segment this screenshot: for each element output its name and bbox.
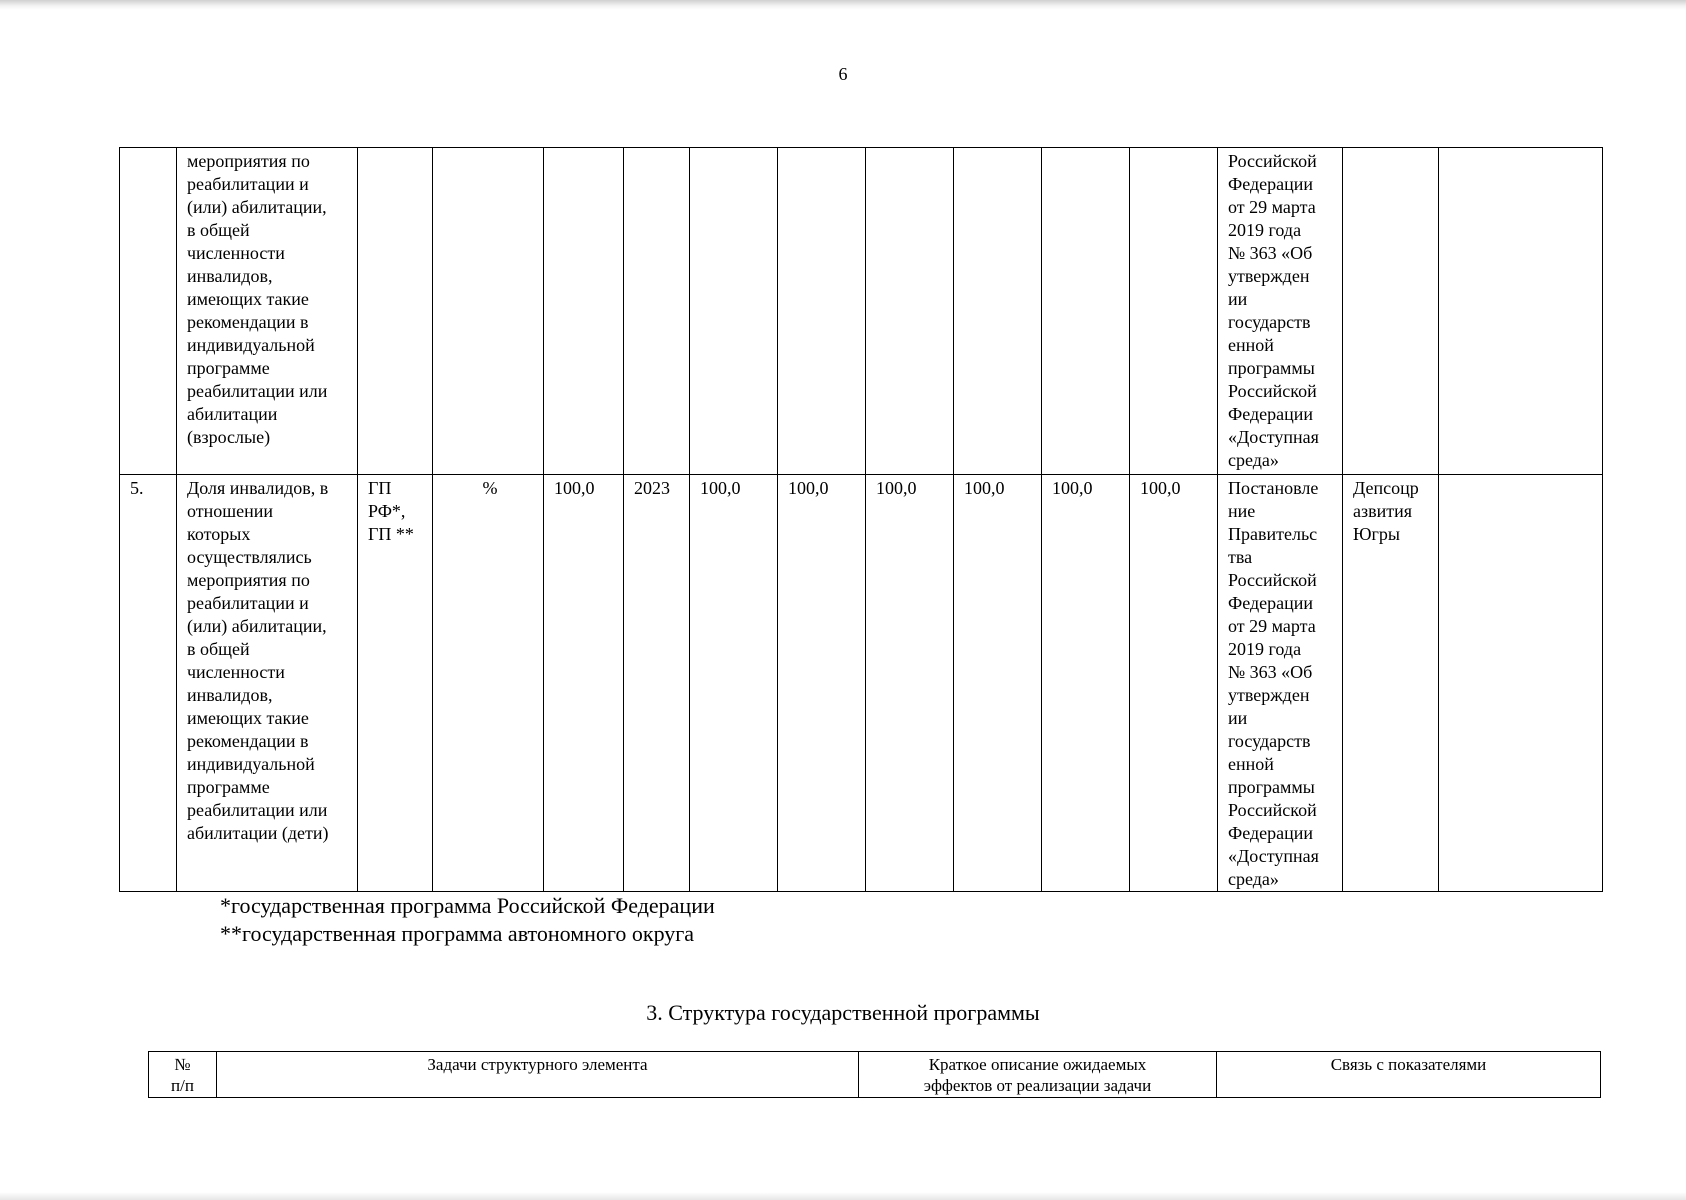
value-cell [690, 148, 778, 475]
value-cell [866, 148, 954, 475]
column-header-indicator-link: Связь с показателями [1217, 1052, 1601, 1098]
footnote-federal-program: *государственная программа Российской Федерации [220, 893, 715, 918]
value-cell [954, 148, 1042, 475]
row-number: 5. [120, 475, 177, 892]
section-title: 3. Структура государственной программы [646, 1000, 1040, 1025]
row-number [120, 148, 177, 475]
base-year: 2023 [624, 475, 690, 892]
extra-cell [1439, 148, 1603, 475]
responsible-body [1343, 148, 1439, 475]
value-cell [1130, 148, 1218, 475]
responsible-body: Депсоцр азвития Югры [1343, 475, 1439, 892]
structure-table [148, 1051, 1601, 1098]
table-row [120, 475, 1603, 892]
value-cell: 100,0 [778, 475, 866, 892]
value-cell: 100,0 [1042, 475, 1130, 892]
indicator-table [119, 147, 1603, 892]
indicator-level [358, 148, 433, 475]
unit: % [433, 475, 544, 892]
value-cell: 100,0 [690, 475, 778, 892]
indicator-name: мероприятия по реабилитации и (или) абилитации, в общей численности инвалидов, имеющих такие рекомендации в индивидуальной программе реабилитации или абилитации (взрослые) [177, 148, 358, 475]
column-header-tasks: Задачи структурного элемента [217, 1052, 859, 1098]
extra-cell [1439, 475, 1603, 892]
scan-edge-top [0, 0, 1686, 10]
value-cell [1042, 148, 1130, 475]
value-cell: 100,0 [866, 475, 954, 892]
table-row [120, 148, 1603, 475]
document-reference: Постановле ние Правительс тва Российской Федерации от 29 марта 2019 года № 363 «Об утвержден ии государств енной программы Российской Федерации «Доступная среда» [1218, 475, 1343, 892]
scan-edge-bottom [0, 1192, 1686, 1200]
value-cell [778, 148, 866, 475]
base-value [544, 148, 624, 475]
page-number: 6 [838, 64, 848, 84]
base-value: 100,0 [544, 475, 624, 892]
table-header-row [149, 1052, 1601, 1098]
unit [433, 148, 544, 475]
indicator-level: ГП РФ*, ГП ** [358, 475, 433, 892]
column-header-number: № п/п [149, 1052, 217, 1098]
column-header-effects: Краткое описание ожидаемых эффектов от реализации задачи [859, 1052, 1217, 1098]
document-reference: Российской Федерации от 29 марта 2019 года № 363 «Об утвержден ии государств енной программы Российской Федерации «Доступная среда» [1218, 148, 1343, 475]
value-cell: 100,0 [954, 475, 1042, 892]
indicator-name: Доля инвалидов, в отношении которых осуществлялись мероприятия по реабилитации и (или) абилитации, в общей численности инвалидов, имеющих такие рекомендации в индивидуальной программе реабилитации или абилитации (дети) [177, 475, 358, 892]
footnote-regional-program: **государственная программа автономного округа [220, 921, 695, 946]
base-year [624, 148, 690, 475]
value-cell: 100,0 [1130, 475, 1218, 892]
